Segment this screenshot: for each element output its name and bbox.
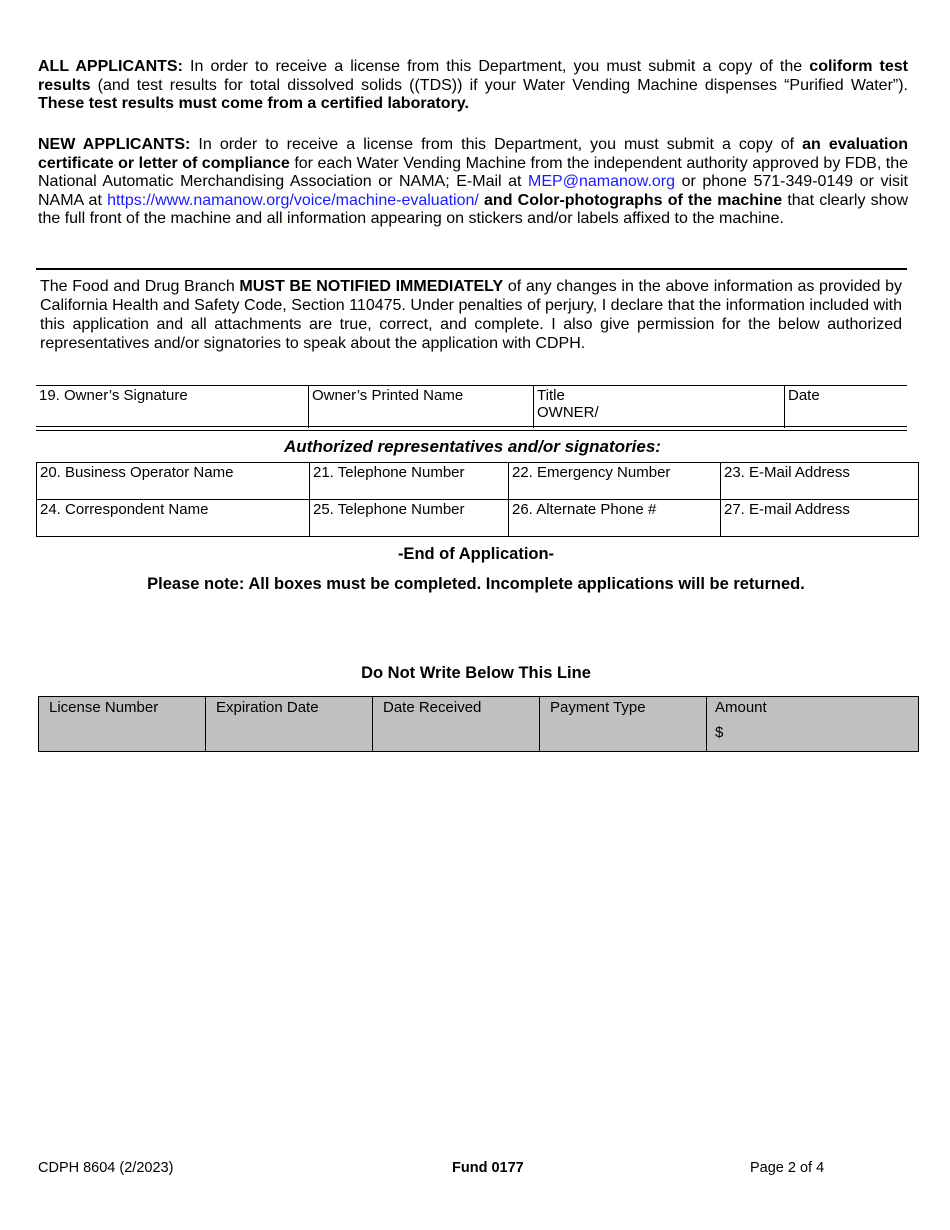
form-id: CDPH 8604 (2/2023) <box>38 1160 174 1176</box>
owner-signature-field[interactable]: 19. Owner’s Signature <box>36 386 309 429</box>
section-divider <box>36 268 907 270</box>
nama-email-link[interactable]: MEP@namanow.org <box>528 173 676 191</box>
all-applicants-label: ALL APPLICANTS: <box>38 58 183 75</box>
please-note: Please note: All boxes must be completed. Incomplete applications will be returned. <box>147 575 805 593</box>
email-address-field[interactable]: 23. E-Mail Address <box>721 463 919 500</box>
amount-cell: Amount $ <box>707 697 919 752</box>
owner-signature-table <box>36 385 907 428</box>
telephone-number-field[interactable]: 21. Telephone Number <box>310 463 509 500</box>
expiration-date-cell: Expiration Date <box>206 697 373 752</box>
correspondent-email-field[interactable]: 27. E-mail Address <box>721 500 919 537</box>
new-applicants-label: NEW APPLICANTS: <box>38 136 191 153</box>
correspondent-telephone-field[interactable]: 25. Telephone Number <box>310 500 509 537</box>
authorized-heading: Authorized representatives and/or signatories: <box>284 437 661 456</box>
double-rule-divider <box>36 426 907 431</box>
owner-date-field[interactable]: Date <box>785 386 908 429</box>
office-use-table <box>38 696 919 752</box>
owner-printed-name-field[interactable]: Owner’s Printed Name <box>309 386 534 429</box>
emergency-number-field[interactable]: 22. Emergency Number <box>509 463 721 500</box>
payment-type-cell: Payment Type <box>540 697 707 752</box>
correspondent-name-field[interactable]: 24. Correspondent Name <box>37 500 310 537</box>
fund-number: Fund 0177 <box>452 1160 524 1176</box>
owner-title-field[interactable]: Title OWNER/ <box>534 386 785 429</box>
office-use-heading: Do Not Write Below This Line <box>361 664 591 682</box>
new-applicants-paragraph: NEW APPLICANTS: In order to receive a license from this Department, you must submit a copy of an evaluation certificate or letter of compliance for each Water Vending Machine from the independent authority approved by FDB, the National Automatic Merchandising Association or NAMA; E-Mail at MEP@namanow.org or phone 571-349-0149 or visit NAMA at https://www.namanow.org/voice/machine-evaluation/ and Color-photographs of the machine that clearly show the full front of the machine and all information appearing on stickers and/or labels affixed to the machine. <box>38 136 909 228</box>
amount-dollar-sign: $ <box>715 724 724 741</box>
nama-evaluation-link[interactable]: https://www.namanow.org/voice/machine-evaluation/ <box>107 191 479 209</box>
title-value: OWNER/ <box>537 404 599 421</box>
notification-paragraph: The Food and Drug Branch MUST BE NOTIFIED IMMEDIATELY of any changes in the above information as provided by California Health and Safety Code, Section 110475. Under penalties of perjury, I declare that the information included with this application and all attachments are true, correct, and complete. I also give permission for the below authorized representatives and/or signatories to speak about the application with CDPH. <box>40 278 902 352</box>
business-operator-name-field[interactable]: 20. Business Operator Name <box>37 463 310 500</box>
alternate-phone-field[interactable]: 26. Alternate Phone # <box>509 500 721 537</box>
end-of-application: -End of Application- <box>397 545 555 563</box>
date-received-cell: Date Received <box>373 697 540 752</box>
license-number-cell: License Number <box>39 697 206 752</box>
all-applicants-paragraph: ALL APPLICANTS: In order to receive a license from this Department, you must submit a copy of the coliform test results (and test results for total dissolved solids ((TDS)) if your Water Vending Machine dispenses “Purified Water”). These test results must come from a certified laboratory. <box>38 58 908 113</box>
authorized-representatives-table <box>36 462 919 537</box>
page-number: Page 2 of 4 <box>750 1160 825 1176</box>
